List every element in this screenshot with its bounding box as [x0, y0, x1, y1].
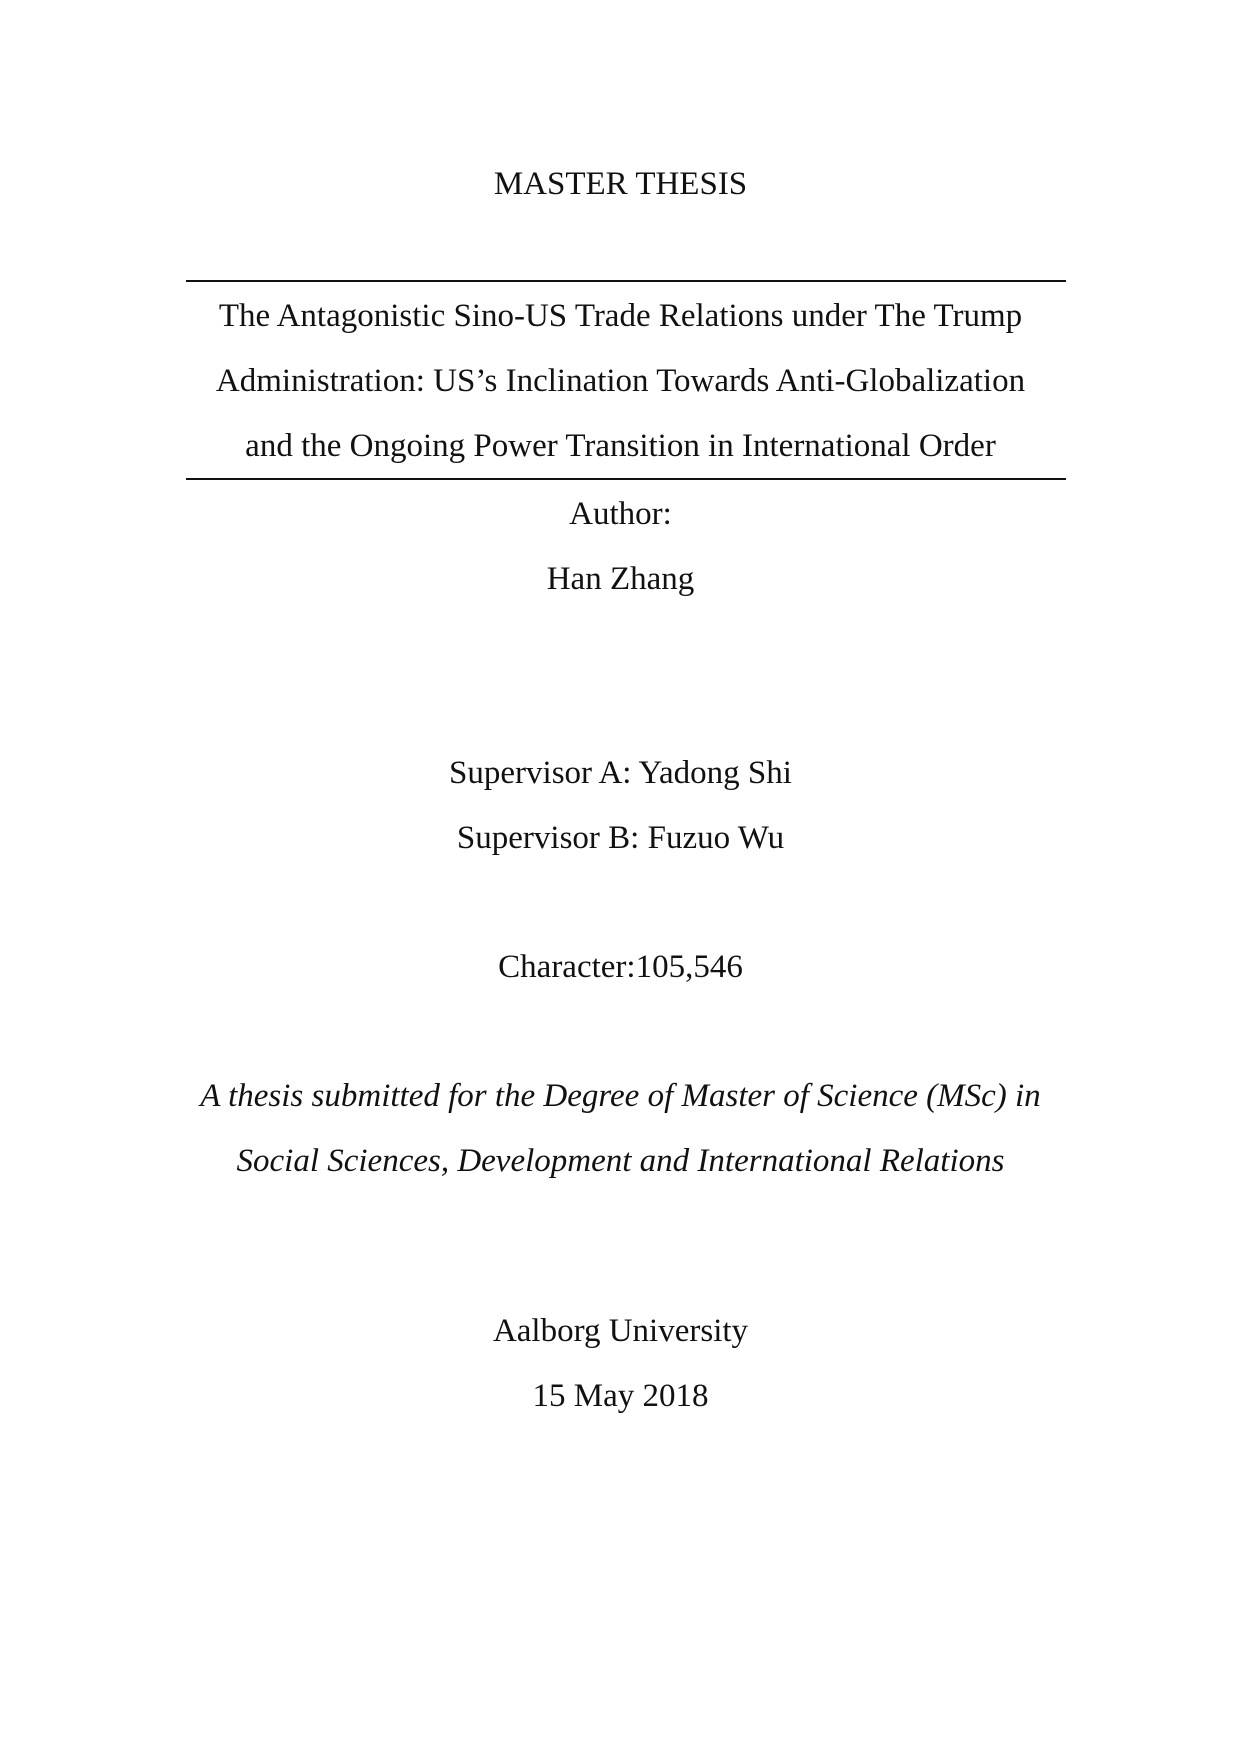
title-line-3: and the Ongoing Power Transition in International Order: [245, 428, 996, 464]
supervisor-a: Supervisor A: Yadong Shi: [449, 755, 792, 791]
author-label: Author:: [569, 496, 672, 532]
title-bottom-rule: [186, 478, 1066, 480]
character-count: Character:105,546: [498, 949, 743, 985]
title-top-rule: [186, 280, 1066, 282]
university-name: Aalborg University: [492, 1313, 749, 1349]
supervisor-b: Supervisor B: Fuzuo Wu: [456, 820, 785, 856]
submission-date: 15 May 2018: [532, 1378, 709, 1414]
document-heading: MASTER THESIS: [493, 166, 748, 202]
degree-line-1: A thesis submitted for the Degree of Master of Science (MSc) in: [200, 1078, 1041, 1114]
degree-line-2: Social Sciences, Development and International Relations: [236, 1143, 1005, 1179]
title-line-1: The Antagonistic Sino-US Trade Relations under The Trump: [218, 298, 1023, 334]
title-line-2: Administration: US’s Inclination Towards Anti-Globalization: [215, 363, 1026, 399]
author-name: Han Zhang: [546, 561, 695, 597]
